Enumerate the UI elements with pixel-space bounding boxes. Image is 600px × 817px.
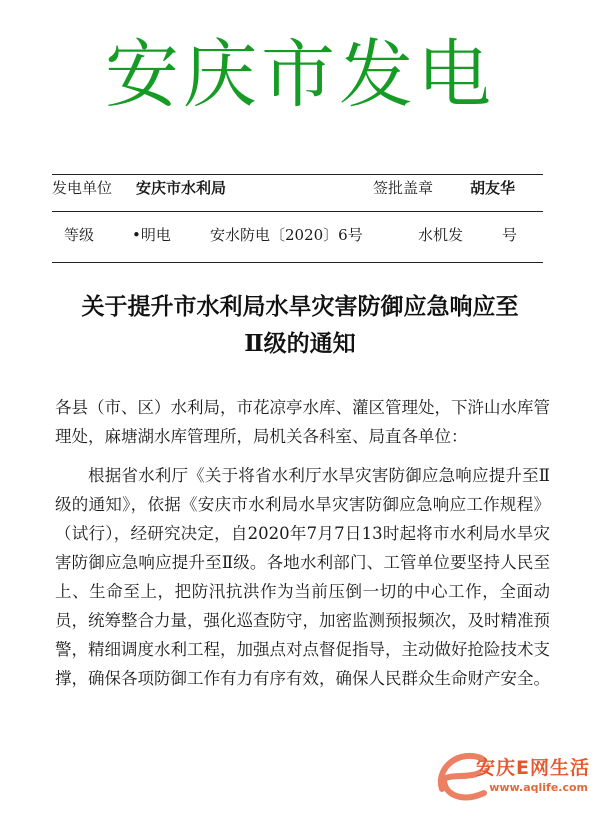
middle-divider [52, 211, 543, 212]
body-block [55, 461, 550, 693]
bottom-divider [52, 262, 543, 263]
document-title-line2: Ⅱ级的通知 [244, 330, 356, 357]
approver-value: 胡友华 [470, 179, 516, 197]
number-label: 号 [502, 226, 518, 244]
grade-label: 等级 [64, 226, 95, 244]
dept-label: 水机发 [418, 226, 464, 244]
document-number: 安水防电〔2020〕6号 [210, 226, 363, 244]
addressee-block [55, 393, 550, 451]
sender-value: 安庆市水利局 [136, 179, 227, 197]
document-title [40, 288, 560, 362]
site-watermark [432, 741, 592, 811]
sender-label: 发电单位 [52, 179, 113, 197]
dispatch-header-title: 安庆市发电 [105, 32, 495, 118]
document-title-line1: 关于提升市水利局水旱灾害防御应急响应至 [81, 293, 519, 320]
addressee-text: 各县（市、区）水利局，市花凉亭水库、灌区管理处，下浒山水库管理处，麻塘湖水库管理所，局机关各科室、局直各单位： [55, 398, 550, 446]
body-paragraph: 根据省水利厅《关于将省水利厅水旱灾害防御应急响应提升至Ⅱ级的通知》，依据《安庆市水利局水旱灾害防御应急响应工作规程》（试行），经研究决定，自2020年7月7日13时起将市水利局水旱灾害防御应急响应提升至Ⅱ级。各地水利部门、工管单位要坚持人民至上、生命至上，把防汛抗洪作为当前压倒一切的中心工作，全面动员，统筹整合力量，强化巡查防守，加密监测预报频次，及时精准预警，精细调度水利工程，加强点对点督促指导，主动做好抢险技术支撑，确保各项防御工作有力有序有效，确保人民群众生命财产安全。 [55, 466, 550, 688]
grade-value: •明电 [132, 226, 171, 244]
top-divider [52, 174, 543, 175]
watermark-url: www.aqlife.com [489, 781, 588, 794]
approver-label: 签批盖章 [373, 179, 434, 197]
watermark-name: 安庆E网生活 [476, 757, 590, 779]
